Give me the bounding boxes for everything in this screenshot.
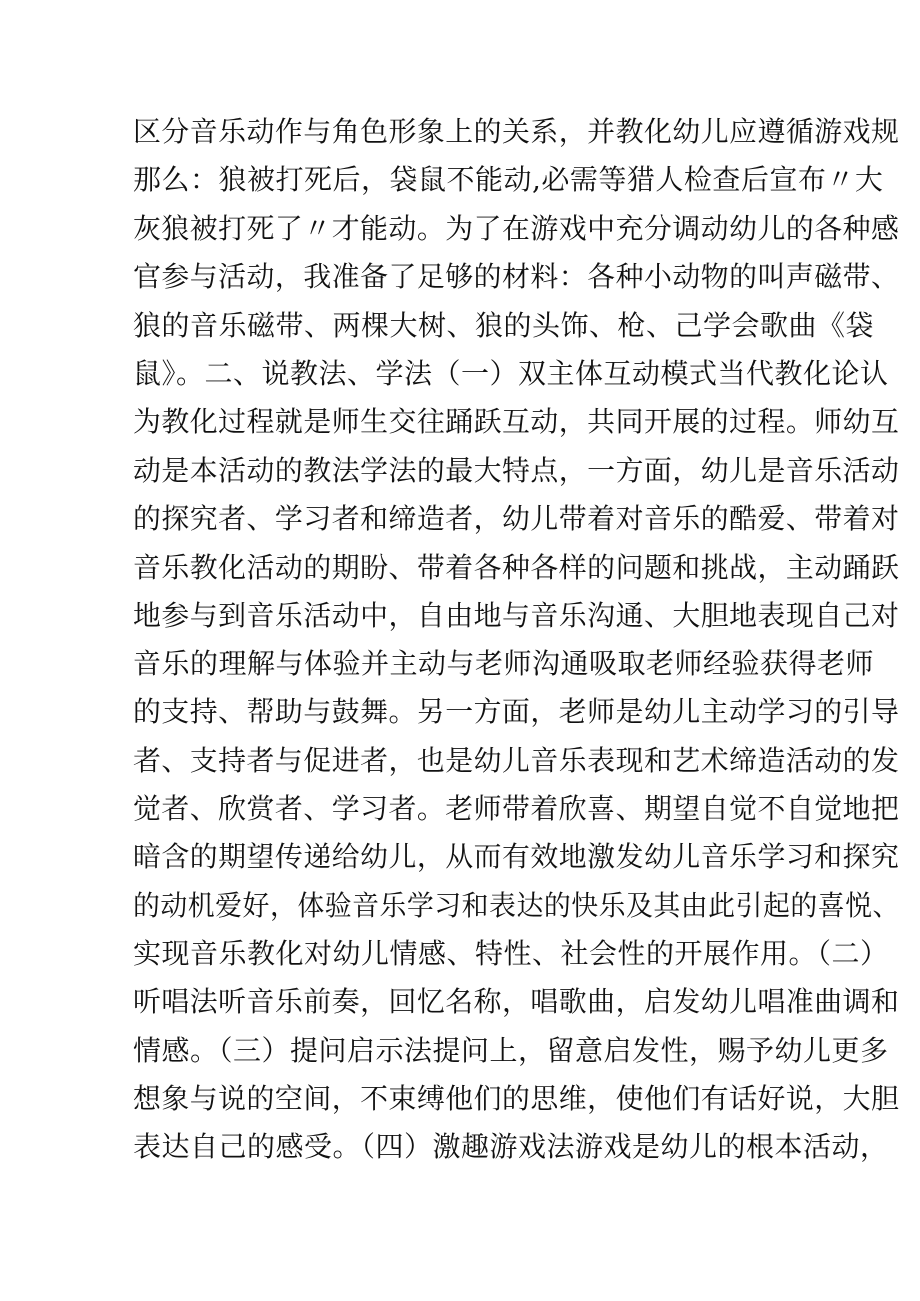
text-line: 情感。（三）提问启示法提问上，留意启发性，赐予幼儿更多 (133, 1034, 889, 1067)
text-line: 音乐教化活动的期盼、带着各种各样的问题和挑战，主动踊跃 (133, 551, 900, 584)
text-line: 地参与到音乐活动中，自由地与音乐沟通、大胆地表现自己对 (133, 599, 900, 632)
text-line: 者、支持者与促进者，也是幼儿音乐表现和艺术缔造活动的发 (133, 744, 900, 777)
text-line: 灰狼被打死了〃才能动。为了在游戏中充分调动幼儿的各种感 (133, 212, 900, 245)
text-line: 想象与说的空间，不束缚他们的思维，使他们有话好说，大胆 (133, 1082, 900, 1115)
text-line: 的支持、帮助与鼓舞。另一方面，老师是幼儿主动学习的引导 (133, 695, 900, 728)
text-line: 音乐的理解与体验并主动与老师沟通吸取老师经验获得老师 (133, 647, 875, 680)
text-line: 狼的音乐磁带、两棵大树、狼的头饰、枪、己学会歌曲《袋 (133, 309, 875, 342)
text-line: 实现音乐教化对幼儿情感、特性、社会性的开展作用。（二） (133, 937, 889, 970)
text-line: 觉者、欣赏者、学习者。老师带着欣喜、期望自觉不自觉地把 (133, 792, 900, 825)
text-line: 暗含的期望传递给幼儿，从而有效地激发幼儿音乐学习和探究 (133, 840, 900, 873)
text-line: 听唱法听音乐前奏，回忆名称，唱歌曲，启发幼儿唱准曲调和 (133, 985, 900, 1018)
text-line: 鼠》。二、说教法、学法（一）双主体互动模式当代教化论认 (133, 357, 889, 390)
text-line: 表达自己的感受。（四）激趣游戏法游戏是幼儿的根本活动， (133, 1130, 889, 1163)
text-line: 区分音乐动作与角色形象上的关系，并教化幼儿应遵循游戏规 (133, 115, 900, 148)
text-line: 的动机爱好，体验音乐学习和表达的快乐及其由此引起的喜悦、 (133, 889, 900, 922)
text-line: 那么：狼被打死后，袋鼠不能动,必需等猎人检查后宣布〃大 (133, 163, 884, 196)
text-line: 动是本活动的教法学法的最大特点，一方面，幼儿是音乐活动 (133, 454, 900, 487)
text-line: 官参与活动，我准备了足够的材料：各种小动物的叫声磁带、 (133, 260, 900, 293)
text-line: 的探究者、学习者和缔造者，幼儿带着对音乐的酷爱、带着对 (133, 502, 900, 535)
text-line: 为教化过程就是师生交往踊跃互动，共同开展的过程。师幼互 (133, 405, 900, 438)
